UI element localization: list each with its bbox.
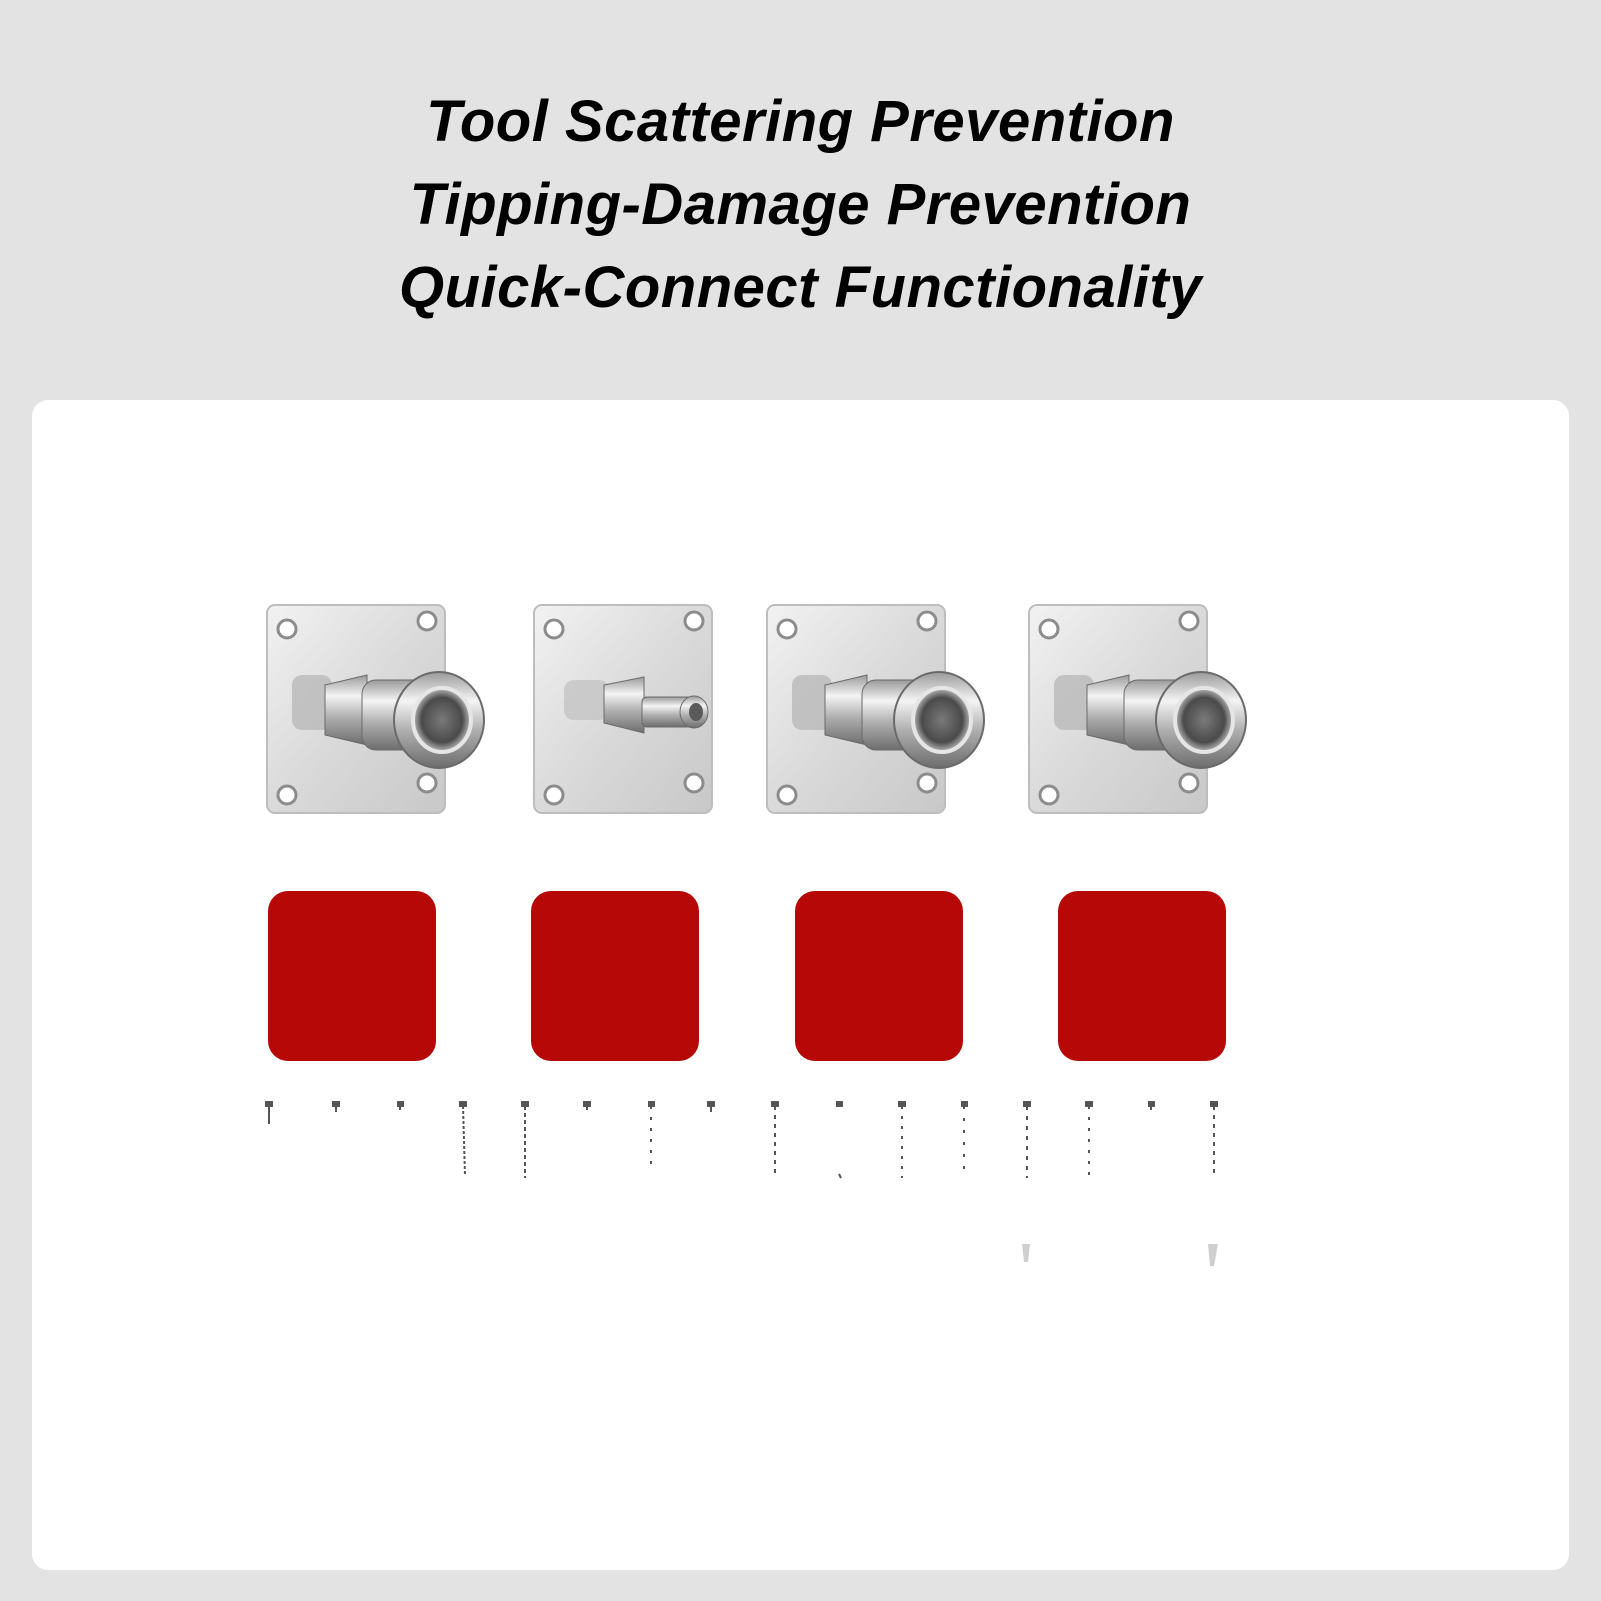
adhesive-pad — [795, 891, 963, 1061]
screw — [1086, 1102, 1092, 1178]
screw — [522, 1102, 528, 1178]
screw — [708, 1102, 714, 1112]
screw-hole — [418, 774, 436, 792]
product-card — [32, 400, 1569, 1570]
headline-line-3: Quick-Connect Functionality — [399, 255, 1202, 320]
screw — [460, 1102, 466, 1176]
wall-anchors — [1022, 1244, 1218, 1266]
adhesive-pad — [1058, 891, 1226, 1061]
adhesive-pad — [531, 891, 699, 1061]
wall-anchor — [1208, 1244, 1218, 1266]
screw-hole — [545, 786, 563, 804]
headline-line-2: Tipping-Damage Prevention — [409, 172, 1192, 237]
screw-hole — [1180, 612, 1198, 630]
screw-hole — [685, 612, 703, 630]
screw — [333, 1102, 339, 1112]
screw — [584, 1102, 590, 1110]
screw-hole — [685, 774, 703, 792]
screw-hole — [1040, 786, 1058, 804]
screw-hole — [778, 786, 796, 804]
screw-set — [266, 1102, 1217, 1178]
screw-hole — [418, 612, 436, 630]
wall-anchor — [1022, 1244, 1030, 1262]
screw-hole — [778, 620, 796, 638]
screw — [1211, 1102, 1217, 1178]
screw — [899, 1102, 905, 1178]
headline — [0, 80, 1601, 329]
adhesive-pad — [268, 891, 436, 1061]
screw-hole — [1180, 774, 1198, 792]
mounting-plate — [1029, 605, 1246, 813]
screw — [1149, 1102, 1154, 1110]
screw — [837, 1102, 842, 1178]
screw — [1024, 1102, 1030, 1178]
screw-hole — [918, 774, 936, 792]
headline-line-1: Tool Scattering Prevention — [426, 89, 1175, 154]
screw — [398, 1102, 403, 1110]
mounting-plate — [534, 605, 712, 813]
screw-hole — [278, 786, 296, 804]
screw — [772, 1102, 778, 1178]
screw-hole — [545, 620, 563, 638]
product-photo — [32, 400, 1569, 1570]
screw-hole — [918, 612, 936, 630]
screw — [266, 1102, 272, 1124]
mounting-plate — [267, 605, 484, 813]
screw — [649, 1102, 654, 1172]
screw — [962, 1102, 967, 1178]
screw-hole — [278, 620, 296, 638]
screw-hole — [1040, 620, 1058, 638]
mounting-plate — [767, 605, 984, 813]
